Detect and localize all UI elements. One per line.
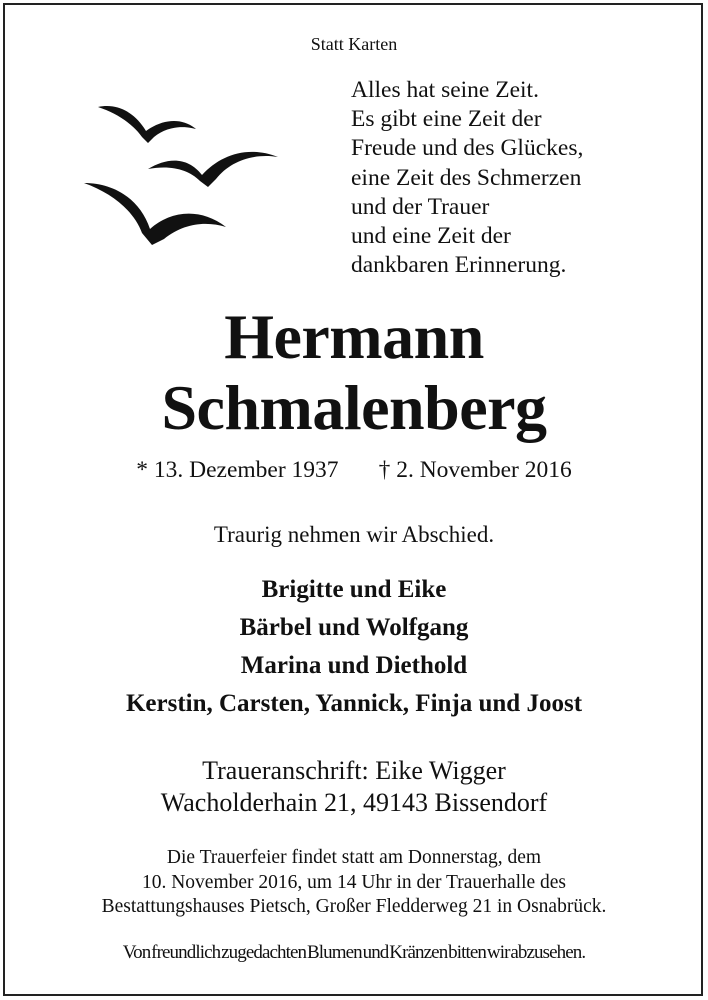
- deceased-last-name: Schmalenberg: [161, 372, 547, 443]
- family-line: Kerstin, Carsten, Yannick, Finja und Joost: [125, 690, 583, 717]
- poem-line: und der Trauer: [351, 193, 490, 220]
- farewell-text: Traurig nehmen wir Abschied.: [213, 522, 495, 547]
- bird-icon: [98, 106, 196, 143]
- poem-line: und eine Zeit der: [351, 223, 511, 250]
- poem-line: Es gibt eine Zeit der: [351, 106, 542, 133]
- header-label: Statt Karten: [310, 34, 398, 54]
- deceased-first-name: Hermann: [224, 301, 484, 372]
- poem-line: eine Zeit des Schmerzen: [351, 164, 582, 191]
- bird-icon: [84, 183, 226, 245]
- life-dates: [0, 457, 708, 484]
- address-line: Wacholderhain 21, 49143 Bissendorf: [160, 788, 548, 817]
- ceremony-line: 10. November 2016, um 14 Uhr in der Trauerhalle des: [141, 871, 567, 893]
- ceremony-line: Bestattungshauses Pietsch, Großer Fledderweg 21 in Osnabrück.: [101, 896, 607, 917]
- poem-line: Alles hat seine Zeit.: [351, 77, 539, 103]
- address-line: Traueranschrift: Eike Wigger: [202, 756, 506, 785]
- bird-icon: [148, 152, 278, 187]
- family-line: Marina und Diethold: [240, 652, 468, 679]
- family-list: [0, 571, 708, 723]
- family-line: Bärbel und Wolfgang: [239, 614, 469, 641]
- ceremony-details: [0, 846, 708, 920]
- poem: [351, 76, 583, 280]
- poem-line: dankbaren Erinnerung.: [351, 252, 567, 279]
- death-date: † 2. November 2016: [378, 457, 572, 483]
- mourning-address: [0, 755, 708, 819]
- birth-date: * 13. Dezember 1937: [136, 457, 339, 483]
- birds-illustration: [78, 95, 298, 255]
- poem-line: Freude und des Glückes,: [351, 135, 584, 162]
- ceremony-line: Die Trauerfeier findet statt am Donnerstag, dem: [166, 847, 542, 868]
- family-line: Brigitte und Eike: [261, 576, 447, 603]
- closing-note: Von freundlich zugedachten Blumen und Kränzen bitten wir abzusehen.: [122, 942, 586, 963]
